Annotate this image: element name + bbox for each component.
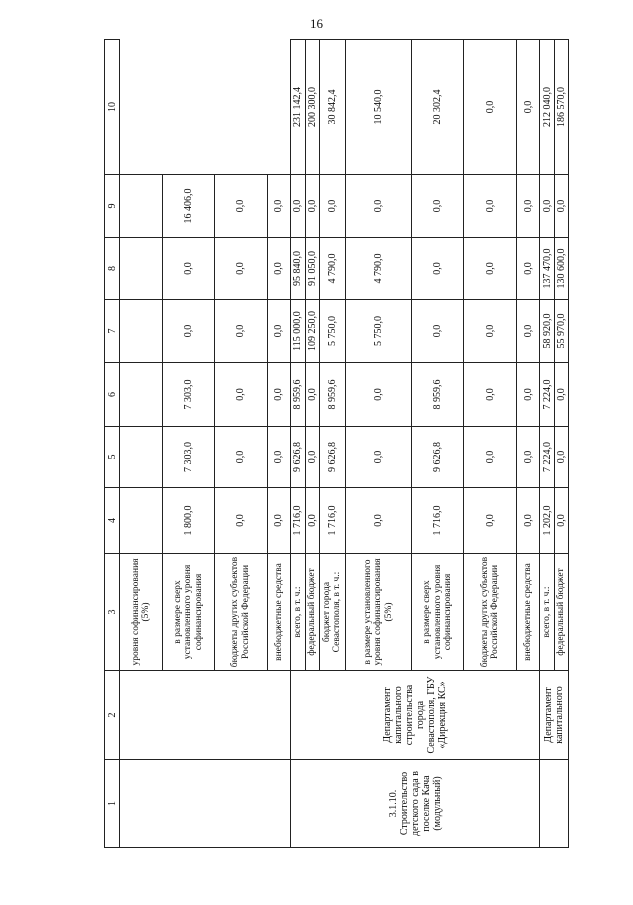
row-label: в размере сверх установленного уровня софинансирования — [412, 554, 464, 671]
value-cell: 0,0 — [554, 363, 568, 427]
value-cell: 7 303,0 — [163, 427, 215, 488]
value-cell: 0,0 — [345, 488, 411, 554]
value-cell: 0,0 — [464, 363, 516, 427]
column-number: 5 — [105, 427, 120, 488]
value-cell: 231 142,4 — [291, 40, 305, 175]
value-cell: 20 302,4 — [412, 40, 464, 175]
column-number: 2 — [105, 671, 120, 760]
value-cell: 0,0 — [412, 238, 464, 300]
value-cell: 0,0 — [267, 238, 291, 300]
value-cell: 0,0 — [464, 40, 516, 175]
value-cell — [120, 488, 163, 554]
value-cell: 0,0 — [345, 175, 411, 238]
value-cell: 0,0 — [516, 363, 540, 427]
value-cell: 0,0 — [554, 488, 568, 554]
value-cell: 5 750,0 — [319, 300, 345, 363]
value-cell: 1 202,0 — [540, 488, 554, 554]
column-number: 10 — [105, 40, 120, 175]
value-cell: 8 959,6 — [412, 363, 464, 427]
column-number: 9 — [105, 175, 120, 238]
row-label: всего, в т. ч.: — [291, 554, 305, 671]
value-cell — [120, 427, 163, 488]
budget-table — [104, 39, 569, 848]
value-cell: 0,0 — [345, 427, 411, 488]
value-cell: 0,0 — [464, 488, 516, 554]
value-cell: 0,0 — [412, 175, 464, 238]
value-cell — [120, 238, 163, 300]
value-cell: 1 716,0 — [319, 488, 345, 554]
value-cell: 10 540,0 — [345, 40, 411, 175]
value-cell — [120, 300, 163, 363]
value-cell: 1 716,0 — [412, 488, 464, 554]
row-label: всего, в т. ч.: — [540, 554, 554, 671]
value-cell: 0,0 — [516, 238, 540, 300]
value-cell: 0,0 — [267, 363, 291, 427]
value-cell: 0,0 — [163, 300, 215, 363]
value-cell: 7 303,0 — [163, 363, 215, 427]
value-cell: 0,0 — [516, 40, 540, 175]
column-number-row — [105, 40, 120, 848]
row-label: бюджет города Севастополя, в т. ч.: — [319, 554, 345, 671]
value-cell: 0,0 — [305, 363, 319, 427]
column-number: 6 — [105, 363, 120, 427]
column-number: 3 — [105, 554, 120, 671]
table-row — [291, 40, 305, 848]
value-cell: 0,0 — [345, 363, 411, 427]
value-cell: 0,0 — [305, 427, 319, 488]
value-cell: 130 600,0 — [554, 238, 568, 300]
row-label: в размере сверх установленного уровня софинансирования — [163, 554, 215, 671]
row-label: федеральный бюджет — [305, 554, 319, 671]
project-name-cell — [540, 760, 569, 848]
value-cell: 0,0 — [215, 238, 267, 300]
value-cell: 0,0 — [554, 427, 568, 488]
value-cell: 0,0 — [516, 427, 540, 488]
rotated-table-container — [104, 40, 569, 848]
value-cell: 212 040,0 — [540, 40, 554, 175]
value-cell: 1 800,0 — [163, 488, 215, 554]
page-number: 16 — [310, 16, 323, 31]
column-number: 1 — [105, 760, 120, 848]
value-cell: 5 750,0 — [345, 300, 411, 363]
row-label: бюджеты других субъектов Российской Федерации — [215, 554, 267, 671]
value-cell: 0,0 — [464, 427, 516, 488]
value-cell: 0,0 — [319, 175, 345, 238]
executor-name: Департамент капитального — [540, 671, 569, 760]
value-cell: 30 842,4 — [319, 40, 345, 175]
value-cell: 0,0 — [540, 175, 554, 238]
project-name-cell — [120, 760, 291, 848]
value-cell: 7 224,0 — [540, 427, 554, 488]
value-cell: 7 224,0 — [540, 363, 554, 427]
value-cell: 95 840,0 — [291, 238, 305, 300]
value-cell: 0,0 — [464, 175, 516, 238]
row-label: уровня софинансирования (5%) — [120, 554, 163, 671]
column-number: 7 — [105, 300, 120, 363]
value-cell: 58 920,0 — [540, 300, 554, 363]
value-cell: 16 406,0 — [163, 175, 215, 238]
project-name: 3.1.10. Строительство детского сада в поселке Кача (модульный) — [291, 760, 540, 848]
value-cell: 0,0 — [215, 488, 267, 554]
value-cell: 109 250,0 — [305, 300, 319, 363]
row-label: федеральный бюджет — [554, 554, 568, 671]
row-label: внебюджетные средства — [516, 554, 540, 671]
value-cell: 200 300,0 — [305, 40, 319, 175]
value-cell: 9 626,8 — [291, 427, 305, 488]
value-cell: 0,0 — [267, 488, 291, 554]
row-label: в размере установленного уровня софинансирования (5%) — [345, 554, 411, 671]
value-cell — [120, 363, 163, 427]
value-cell: 0,0 — [305, 488, 319, 554]
value-cell: 0,0 — [554, 175, 568, 238]
value-cell: 0,0 — [267, 427, 291, 488]
value-cell: 8 959,6 — [291, 363, 305, 427]
row-label: бюджеты других субъектов Российской Федерации — [464, 554, 516, 671]
value-cell: 0,0 — [163, 238, 215, 300]
value-cell: 115 000,0 — [291, 300, 305, 363]
value-cell: 91 050,0 — [305, 238, 319, 300]
table-row — [120, 40, 163, 848]
value-cell: 0,0 — [464, 300, 516, 363]
value-cell: 0,0 — [215, 363, 267, 427]
executor-name: Департамент капитального строительства города Севастополя, ГБУ «Дирекция КС» — [291, 671, 540, 760]
value-cell: 55 970,0 — [554, 300, 568, 363]
value-cell: 4 790,0 — [319, 238, 345, 300]
value-cell: 9 626,8 — [412, 427, 464, 488]
value-cell: 0,0 — [267, 300, 291, 363]
row-label: внебюджетные средства — [267, 554, 291, 671]
value-cell: 0,0 — [464, 238, 516, 300]
value-cell: 0,0 — [215, 300, 267, 363]
value-cell: 4 790,0 — [345, 238, 411, 300]
executor-cell — [120, 671, 291, 760]
value-cell: 0,0 — [516, 175, 540, 238]
value-cell — [120, 175, 163, 238]
value-cell: 0,0 — [291, 175, 305, 238]
value-cell: 9 626,8 — [319, 427, 345, 488]
value-cell: 0,0 — [215, 175, 267, 238]
value-cell: 0,0 — [267, 175, 291, 238]
value-cell: 0,0 — [516, 488, 540, 554]
value-cell: 0,0 — [412, 300, 464, 363]
value-cell: 0,0 — [305, 175, 319, 238]
value-cell: 0,0 — [215, 427, 267, 488]
value-cell: 137 470,0 — [540, 238, 554, 300]
value-cell: 8 959,6 — [319, 363, 345, 427]
value-cell: 186 570,0 — [554, 40, 568, 175]
value-cell: 1 716,0 — [291, 488, 305, 554]
column-number: 4 — [105, 488, 120, 554]
value-cell: 0,0 — [516, 300, 540, 363]
column-number: 8 — [105, 238, 120, 300]
table-row — [540, 40, 554, 848]
